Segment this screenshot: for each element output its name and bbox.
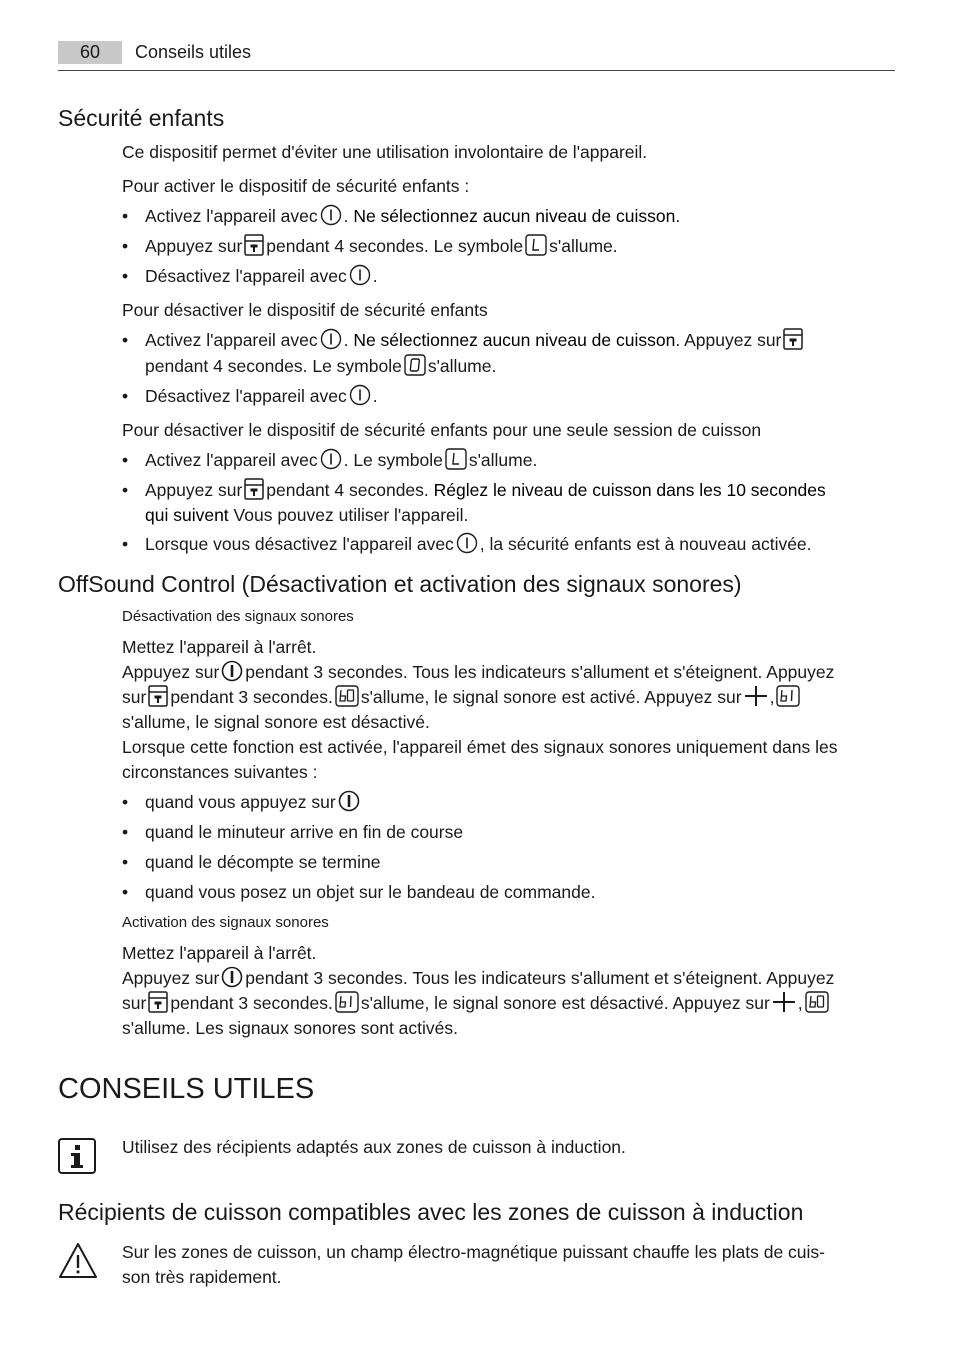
bullet: • [122, 450, 129, 470]
b1-display-icon [335, 991, 359, 1013]
b1-display-icon [776, 685, 800, 707]
info-icon [58, 1138, 96, 1174]
heading-conseils-utiles: CONSEILS UTILES [58, 1073, 315, 1105]
warning-text-line: Sur les zones de cuisson, un champ électro-magnétique puissant chauffe les plats de cuis- [122, 1242, 825, 1262]
line-text: s'allume, le signal sonore est activé. Appuyez sur [360, 687, 742, 707]
bullet: • [122, 882, 129, 902]
item-text: Vous pouvez utiliser l'appareil. [228, 505, 469, 525]
zero-display-icon [404, 354, 426, 376]
plus-icon [744, 685, 768, 707]
item-text: Activez l'appareil avec [145, 450, 318, 470]
bullet: • [122, 534, 129, 554]
item-text: Appuyez sur [145, 480, 243, 500]
session-title: Pour désactiver le dispositif de sécurité enfants pour une seule session de cuisson [122, 420, 762, 440]
power-icon [349, 384, 371, 406]
line-text: Appuyez sur [122, 662, 220, 682]
warning-icon [58, 1242, 98, 1280]
securite-intro: Ce dispositif permet d'éviter une utilisation involontaire de l'appareil. [122, 142, 648, 162]
warning-text-line: son très rapidement. [122, 1267, 282, 1287]
b0-display-icon [805, 991, 829, 1013]
item-text: s'allume. [468, 450, 538, 470]
lock-key-icon [148, 685, 168, 707]
item-text: . [343, 330, 354, 350]
item-text: Activez l'appareil avec [145, 330, 318, 350]
item-text: quand vous appuyez sur [145, 792, 336, 812]
paragraph-line [122, 966, 834, 991]
bullet: • [122, 480, 129, 500]
power-icon [320, 204, 342, 226]
line-text: pendant 3 secondes. Tous les indicateurs s'allument et s'éteignent. Appuyez [245, 968, 835, 988]
power-bold-icon [221, 966, 243, 988]
item-text-strong: Réglez le niveau de cuisson dans les 10 secondes [433, 480, 826, 500]
item-text: s'allume. [427, 356, 497, 376]
running-title: Conseils utiles [135, 42, 252, 62]
deactivation-label: Désactivation des signaux sonores [122, 608, 354, 625]
bullet: • [122, 330, 129, 350]
item-text: Désactivez l'appareil avec [145, 266, 347, 286]
page-header [58, 38, 895, 71]
bullet: • [122, 852, 129, 872]
item-text: . [343, 206, 354, 226]
item-text: pendant 4 secondes. Le symbole [266, 236, 524, 256]
line-text: pendant 3 secondes. Tous les indicateurs s'allument et s'éteignent. Appuyez [245, 662, 835, 682]
bullet: • [122, 206, 129, 226]
line-text: sur [122, 687, 147, 707]
power-bold-icon [338, 790, 360, 812]
paragraph-line: Mettez l'appareil à l'arrêt. [122, 637, 317, 657]
paragraph-line [122, 991, 831, 1016]
paragraph-line [122, 660, 834, 685]
item-text: . [372, 266, 378, 286]
paragraph-line [122, 685, 802, 710]
item-text-strong: qui suivent [145, 505, 229, 525]
b0-display-icon [335, 685, 359, 707]
power-bold-icon [221, 660, 243, 682]
L-display-icon [525, 234, 547, 256]
heading-recipients: Récipients de cuisson compatibles avec les zones de cuisson à induction [58, 1199, 804, 1225]
item-text-strong: Ne sélectionnez aucun niveau de cuisson [353, 206, 676, 226]
lock-key-icon [244, 234, 264, 256]
bullet: • [122, 266, 129, 286]
item-text: quand le décompte se termine [145, 852, 381, 872]
power-icon [320, 448, 342, 470]
paragraph-line: s'allume. Les signaux sonores sont activés. [122, 1018, 459, 1038]
deactivate-title: Pour désactiver le dispositif de sécurité enfants [122, 300, 488, 320]
paragraph-line: circonstances suivantes : [122, 762, 318, 782]
activate-title: Pour activer le dispositif de sécurité enfants : [122, 176, 470, 196]
bullet: • [122, 236, 129, 256]
paragraph-line: Mettez l'appareil à l'arrêt. [122, 943, 317, 963]
item-text: Appuyez sur [145, 236, 243, 256]
bullet: • [122, 792, 129, 812]
heading-securite-enfants: Sécurité enfants [58, 105, 225, 131]
item-text: . Appuyez sur [675, 330, 782, 350]
item-text: quand vous posez un objet sur le bandeau de commande. [145, 882, 596, 902]
item-text: Désactivez l'appareil avec [145, 386, 347, 406]
item-text: , la sécurité enfants est à nouveau activée. [479, 534, 812, 554]
activation-label: Activation des signaux sonores [122, 914, 329, 931]
line-text: , [769, 687, 775, 707]
item-text: pendant 4 secondes. Le symbole [145, 356, 402, 376]
item-text: Lorsque vous désactivez l'appareil avec [145, 534, 454, 554]
paragraph-line: s'allume, le signal sonore est désactivé. [122, 712, 430, 732]
item-text: pendant 4 secondes. [266, 480, 434, 500]
lock-key-icon [148, 991, 168, 1013]
line-text: Appuyez sur [122, 968, 220, 988]
L-display-icon [445, 448, 467, 470]
lock-key-icon [783, 328, 803, 350]
lock-key-icon [244, 478, 264, 500]
item-text: . Le symbole [343, 450, 443, 470]
line-text: s'allume, le signal sonore est désactivé. Appuyez sur [360, 993, 770, 1013]
item-text: s'allume. [549, 236, 618, 256]
item-text: . [675, 206, 681, 226]
bullet: • [122, 386, 129, 406]
info-text: Utilisez des récipients adaptés aux zones de cuisson à induction. [122, 1137, 626, 1157]
plus-icon [772, 991, 796, 1013]
power-icon [320, 328, 342, 350]
line-text: sur [122, 993, 147, 1013]
power-icon [456, 532, 478, 554]
line-text: pendant 3 secondes. [170, 687, 333, 707]
item-text: Activez l'appareil avec [145, 206, 318, 226]
paragraph-line: Lorsque cette fonction est activée, l'appareil émet des signaux sonores uniquement dans les [122, 737, 838, 757]
power-icon [349, 264, 371, 286]
heading-offsound: OffSound Control (Désactivation et activation des signaux sonores) [58, 571, 742, 597]
bullet: • [122, 822, 129, 842]
page-number: 60 [58, 41, 122, 64]
item-text-strong: Ne sélectionnez aucun niveau de cuisson [353, 330, 676, 350]
item-text: . [372, 386, 378, 406]
line-text: , [797, 993, 803, 1013]
item-text: quand le minuteur arrive en fin de course [145, 822, 464, 842]
line-text: pendant 3 secondes. [170, 993, 333, 1013]
